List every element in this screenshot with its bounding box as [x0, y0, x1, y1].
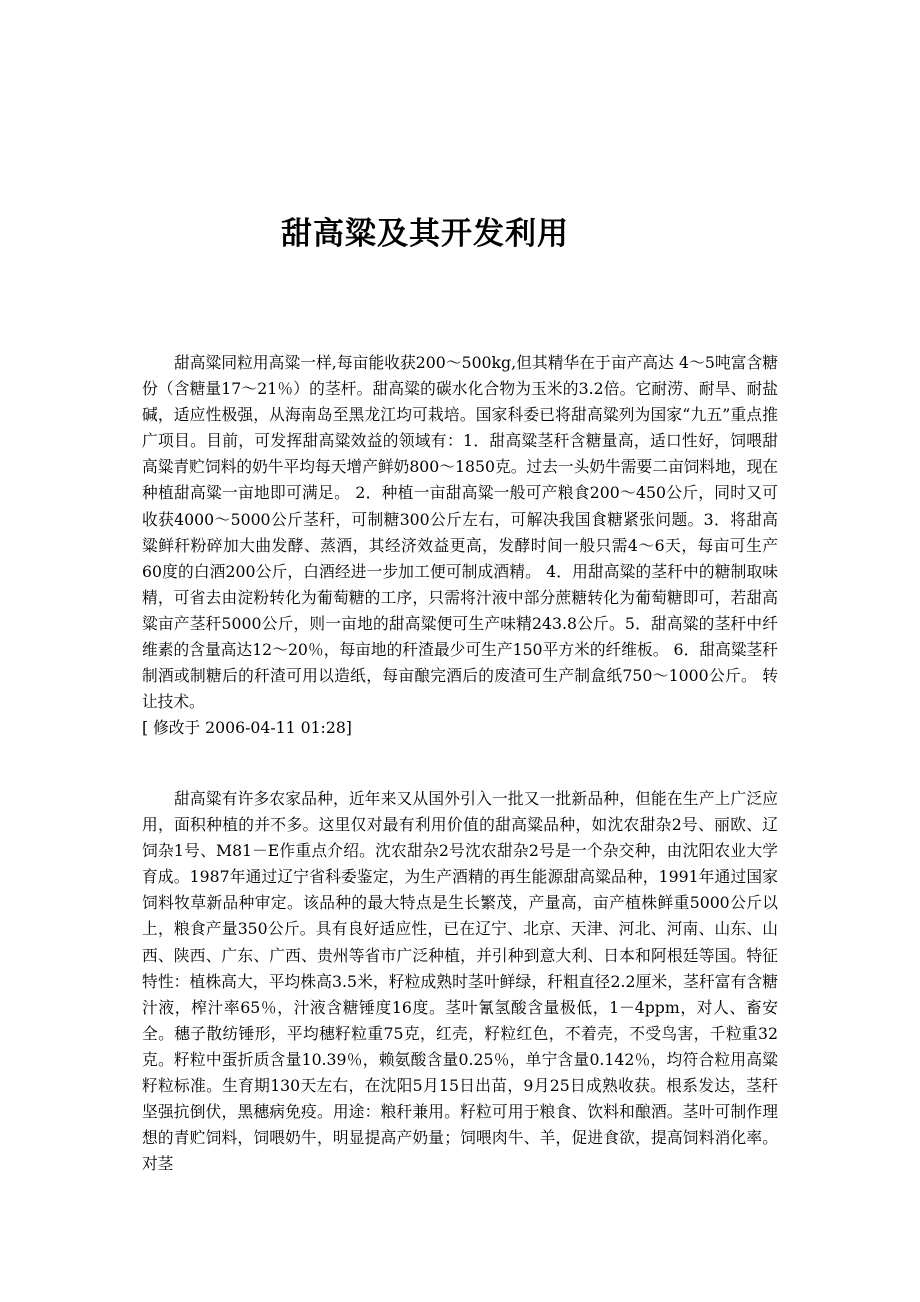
- paragraph-1-text: 甜高粱同粒用高粱一样,每亩能收获200～500kg,但其精华在于亩产高达 4～5吨富含糖份（含糖量17～21％）的茎杆。甜高粱的碳水化合物为玉米的3.2倍。它耐涝、耐旱、耐盐碱，适应性极强，从海南岛至黑龙江均可栽培。国家科委已将甜高粱列为国家“九五”重点推广项目。目前，可发挥甜高粱效益的领域有：1．甜高粱茎秆含糖量高，适口性好，饲喂甜高粱青贮饲料的奶牛平均每天增产鲜奶800～1850克。过去一头奶牛需要二亩饲料地，现在种植甜高粱一亩地即可满足。 2．种植一亩甜高粱一般可产粮食200～450公斤，同时又可收获4000～5000公斤茎秆，可制糖300公斤左右，可解决我国食糖紧张问题。3．将甜高粱鲜秆粉碎加大曲发酵、蒸酒，其经济效益更高，发酵时间一般只需4～6天，每亩可生产60度的白酒200公斤，白酒经进一步加工便可制成酒精。 4．用甜高粱的茎秆中的糖制取味精，可省去由淀粉转化为葡萄糖的工序，只需将汁液中部分蔗糖转化为葡萄糖即可，若甜高粱亩产茎秆5000公斤，则一亩地的甜高粱便可生产味精243.8公斤。5．甜高粱的茎秆中纤维素的含量高达12～20％，每亩地的秆渣最少可生产150平方米的纤维板。 6．甜高粱茎秆制酒或制糖后的秆渣可用以造纸，每亩酿完酒后的废渣可生产制盒纸750～1000公斤。 转让技术。: [142, 353, 778, 712]
- body-paragraph-1: [142, 350, 778, 741]
- modified-note: [ 修改于 2006-04-11 01:28]: [142, 718, 352, 738]
- paragraph-2-text: 甜高粱有许多农家品种，近年来又从国外引入一批又一批新品种，但能在生产上广泛应用，面积种植的并不多。这里仅对最有利用价值的甜高粱品种，如沈农甜杂2号、丽欧、辽饲杂1号、M81－E作重点介绍。沈农甜杂2号沈农甜杂2号是一个杂交种，由沈阳农业大学育成。1987年通过辽宁省科委鉴定，为生产酒精的再生能源甜高粱品种，1991年通过国家饲料牧草新品种审定。该品种的最大特点是生长繁茂，产量高，亩产植株鲜重5000公斤以上，粮食产量350公斤。具有良好适应性，已在辽宁、北京、天津、河北、河南、山东、山西、陕西、广东、广西、贵州等省市广泛种植，并引种到意大利、日本和阿根廷等国。特征特性：植株高大，平均株高3.5米，籽粒成熟时茎叶鲜绿，秆粗直径2.2厘米，茎秆富有含糖汁液，榨汁率65％，汁液含糖锤度16度。茎叶氰氢酸含量极低，1－4ppm，对人、畜安全。穗子散纺锤形，平均穗籽粒重75克，红壳，籽粒红色，不着壳，不受鸟害，千粒重32克。籽粒中蛋折质含量10.39％，赖氨酸含量0.25％，单宁含量0.142％，均符合粒用高粱籽粒标准。生育期130天左右，在沈阳5月15日出苗，9月25日成熟收获。根系发达，茎秆坚强抗倒伏，黑穗病免疫。用途：粮秆兼用。籽粒可用于粮食、饮料和酿酒。茎叶可制作理想的青贮饲料，饲喂奶牛，明显提高产奶量；饲喂肉牛、羊，促进食欲，提高饲料消化率。对茎: [142, 789, 778, 1174]
- body-paragraph-2: [142, 786, 778, 1177]
- document-title: 甜高粱及其开发利用: [281, 216, 569, 252]
